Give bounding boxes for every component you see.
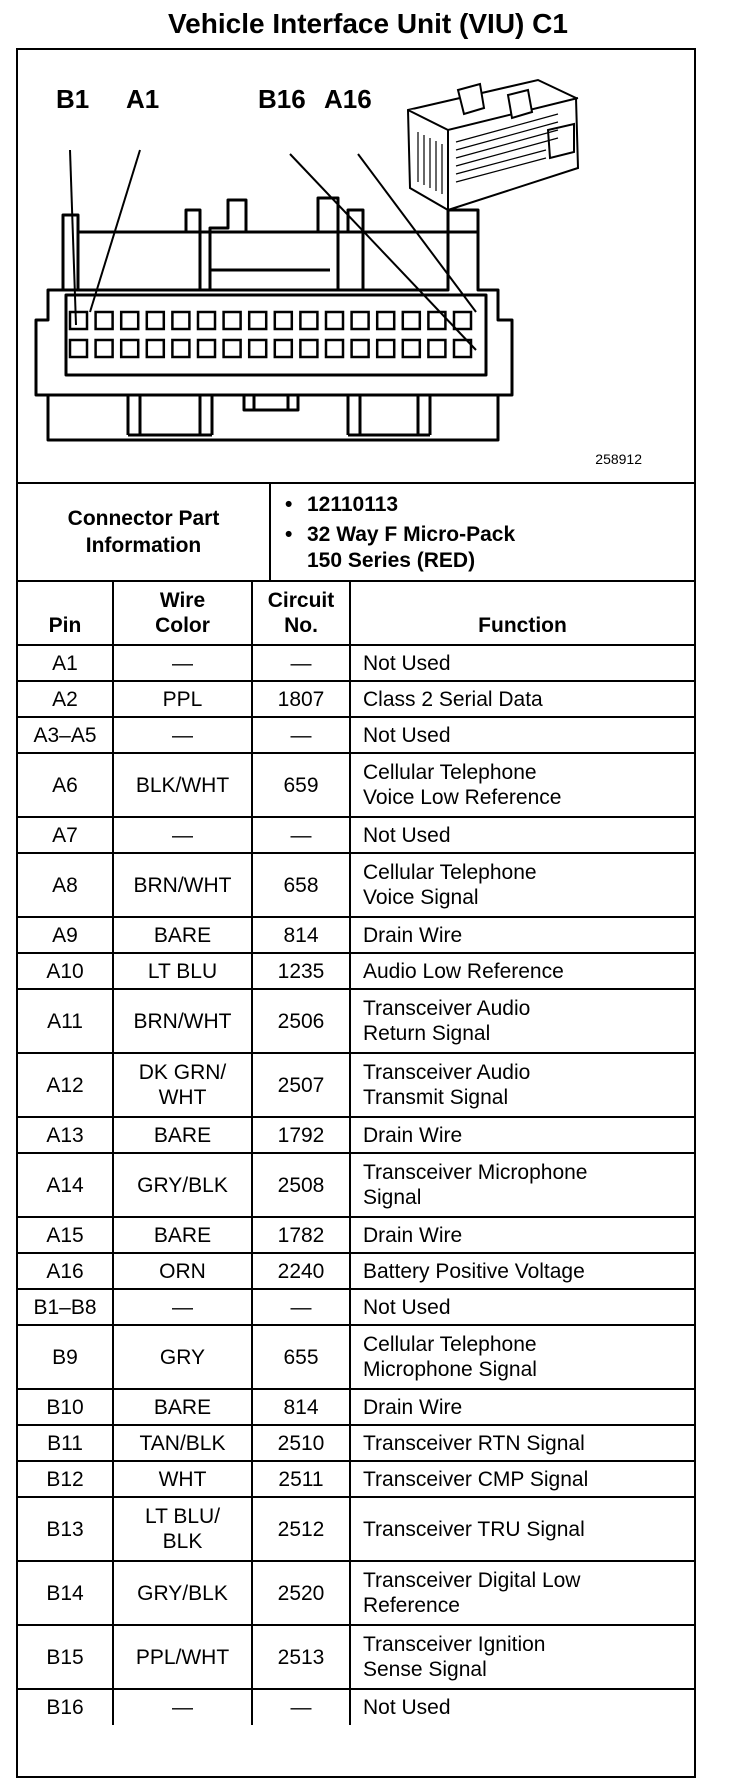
circuit-cell: 1792 [252,1117,350,1153]
table-row [18,1117,694,1153]
connector-diagram [18,50,694,482]
table-row [18,989,694,1053]
pin-cavity-row-a [121,312,138,329]
function-cell: Not Used [350,817,694,853]
connector-type: 32 Way F Micro-Pack [307,523,516,546]
table-row [18,1053,694,1117]
circuit-cell: 2513 [252,1625,350,1689]
part-info-label-line1: Connector Part [67,507,220,530]
circuit-cell: 2511 [252,1461,350,1497]
pin-cavity-row-b [147,340,164,357]
wire-color-cell: LT BLU/ BLK [113,1497,252,1561]
pin-label-a1: A1 [126,84,160,114]
pin-cell: B14 [18,1561,113,1625]
pin-cell: A6 [18,753,113,817]
connector-frame [16,48,696,1778]
function-cell: Not Used [350,645,694,681]
pin-cavity-row-b [172,340,189,357]
wire-color-cell: GRY [113,1325,252,1389]
circuit-cell: — [252,717,350,753]
wire-color-cell: GRY/BLK [113,1153,252,1217]
pin-cell: B13 [18,1497,113,1561]
table-row [18,1425,694,1461]
pin-cell: A2 [18,681,113,717]
function-cell: Battery Positive Voltage [350,1253,694,1289]
pin-cell: A7 [18,817,113,853]
function-cell: Not Used [350,1289,694,1325]
part-info-label-line2: Information [85,534,202,557]
part-info-label [18,484,271,580]
pin-cavity-row-a [70,312,87,329]
function-cell: Drain Wire [350,1117,694,1153]
circuit-cell: — [252,1689,350,1725]
connector-type-item [285,522,694,574]
function-cell: Cellular Telephone Microphone Signal [350,1325,694,1389]
pin-cavity-row-a [198,312,215,329]
page-title: Vehicle Interface Unit (VIU) C1 [168,8,568,39]
table-row [18,645,694,681]
wire-color-cell: WHT [113,1461,252,1497]
table-row [18,1625,694,1689]
table-row [18,1389,694,1425]
wire-color-cell: BARE [113,1389,252,1425]
circuit-cell: 659 [252,753,350,817]
pin-cavity-row-b [377,340,394,357]
header-function: Function [350,581,694,645]
wire-color-cell: BRN/WHT [113,989,252,1053]
header-circuit-no: Circuit No. [252,581,350,645]
circuit-cell: 2240 [252,1253,350,1289]
function-cell: Transceiver Ignition Sense Signal [350,1625,694,1689]
function-cell: Drain Wire [350,917,694,953]
circuit-cell: 1782 [252,1217,350,1253]
circuit-cell: 814 [252,917,350,953]
pin-cavity-row-b [403,340,420,357]
table-row [18,681,694,717]
pin-cell: A14 [18,1153,113,1217]
circuit-cell: 2508 [252,1153,350,1217]
pin-label-a16: A16 [324,84,372,114]
circuit-cell: — [252,645,350,681]
function-cell: Transceiver Digital Low Reference [350,1561,694,1625]
wire-color-cell: PPL [113,681,252,717]
pin-cavity-row-a [300,312,317,329]
wire-color-cell: — [113,717,252,753]
part-number-item [285,492,694,518]
table-row [18,1497,694,1561]
wire-color-cell: BARE [113,1117,252,1153]
pin-cavity-row-b [198,340,215,357]
header-pin: Pin [18,581,113,645]
wire-color-cell: — [113,1689,252,1725]
circuit-cell: 2506 [252,989,350,1053]
circuit-cell: 2510 [252,1425,350,1461]
circuit-cell: — [252,1289,350,1325]
wire-color-cell: BRN/WHT [113,853,252,917]
pin-cell: A15 [18,1217,113,1253]
table-row [18,917,694,953]
wire-color-cell: ORN [113,1253,252,1289]
pin-cavity-row-a [172,312,189,329]
table-row [18,1153,694,1217]
table-row [18,1325,694,1389]
function-cell: Transceiver Audio Transmit Signal [350,1053,694,1117]
figure-number: 258912 [595,451,642,467]
table-row [18,1289,694,1325]
connector-part-information [18,482,694,580]
circuit-cell: 658 [252,853,350,917]
function-cell: Cellular Telephone Voice Signal [350,853,694,917]
pin-cavity-row-a [403,312,420,329]
pin-cell: A10 [18,953,113,989]
bullet-icon: • [285,523,293,546]
pin-cell: B10 [18,1389,113,1425]
part-number: 12110113 [307,493,399,516]
pin-cavity-row-a [326,312,343,329]
circuit-cell: 2507 [252,1053,350,1117]
function-cell: Transceiver Microphone Signal [350,1153,694,1217]
pin-cell: A9 [18,917,113,953]
wire-color-cell: — [113,1289,252,1325]
table-row [18,1217,694,1253]
pin-cavity-row-b [300,340,317,357]
pin-cell: B11 [18,1425,113,1461]
pin-cell: A3–A5 [18,717,113,753]
wire-color-cell: GRY/BLK [113,1561,252,1625]
pin-cell: A13 [18,1117,113,1153]
pin-cavity-row-b [326,340,343,357]
pin-cavity-row-a [147,312,164,329]
wire-color-cell: LT BLU [113,953,252,989]
table-row [18,1461,694,1497]
function-cell: Drain Wire [350,1217,694,1253]
pin-cavity-row-b [96,340,113,357]
pin-cavity-row-b [275,340,292,357]
table-row [18,853,694,917]
function-cell: Drain Wire [350,1389,694,1425]
circuit-cell: 1807 [252,681,350,717]
function-cell: Transceiver CMP Signal [350,1461,694,1497]
pin-cavity-row-b [428,340,445,357]
function-cell: Cellular Telephone Voice Low Reference [350,753,694,817]
pin-cell: A1 [18,645,113,681]
pin-cavity-row-a [352,312,369,329]
function-cell: Class 2 Serial Data [350,681,694,717]
pin-cell: B12 [18,1461,113,1497]
function-cell: Not Used [350,1689,694,1725]
function-cell: Transceiver Audio Return Signal [350,989,694,1053]
pin-cavity-row-a [249,312,266,329]
connector-isometric-icon [408,80,578,210]
table-row [18,953,694,989]
table-row [18,1253,694,1289]
table-row [18,717,694,753]
pin-cell: B1–B8 [18,1289,113,1325]
wire-color-cell: DK GRN/ WHT [113,1053,252,1117]
pin-table-body [18,645,694,1725]
wire-color-cell: TAN/BLK [113,1425,252,1461]
circuit-cell: 2512 [252,1497,350,1561]
part-info-bullets [271,484,694,580]
circuit-cell: 814 [252,1389,350,1425]
pin-cell: A8 [18,853,113,917]
connector-face-drawing [18,50,694,482]
pin-cell: A16 [18,1253,113,1289]
table-row [18,1689,694,1725]
pin-cavity-row-a [454,312,471,329]
pin-cell: A12 [18,1053,113,1117]
wire-color-cell: — [113,645,252,681]
pin-cavity-row-a [275,312,292,329]
wire-color-cell: BARE [113,1217,252,1253]
function-cell: Transceiver RTN Signal [350,1425,694,1461]
wire-color-cell: — [113,817,252,853]
function-cell: Transceiver TRU Signal [350,1497,694,1561]
pin-cavity-row-b [70,340,87,357]
table-row [18,1561,694,1625]
pin-table [18,580,694,1725]
b1-leader-line [70,150,76,325]
header-wire-color: Wire Color [113,581,252,645]
function-cell: Not Used [350,717,694,753]
pin-label-b16: B16 [258,84,306,114]
pin-cavity-row-b [249,340,266,357]
wire-color-cell: PPL/WHT [113,1625,252,1689]
wire-color-cell: BARE [113,917,252,953]
pin-cell: B9 [18,1325,113,1389]
table-row [18,753,694,817]
circuit-cell: 1235 [252,953,350,989]
pin-cell: A11 [18,989,113,1053]
circuit-cell: 2520 [252,1561,350,1625]
pin-label-b1: B1 [56,84,90,114]
pin-cavity-row-b [224,340,241,357]
function-cell: Audio Low Reference [350,953,694,989]
connector-series: 150 Series (RED) [307,549,476,572]
pin-cell: B15 [18,1625,113,1689]
circuit-cell: — [252,817,350,853]
table-row [18,817,694,853]
pin-cavity-row-a [96,312,113,329]
wire-color-cell: BLK/WHT [113,753,252,817]
bullet-icon: • [285,493,293,516]
table-header-row [18,581,694,645]
pin-cavity-row-b [121,340,138,357]
circuit-cell: 655 [252,1325,350,1389]
pin-cavity-row-a [224,312,241,329]
pin-cell: B16 [18,1689,113,1725]
pin-cavity-row-a [377,312,394,329]
pin-cavity-row-b [352,340,369,357]
